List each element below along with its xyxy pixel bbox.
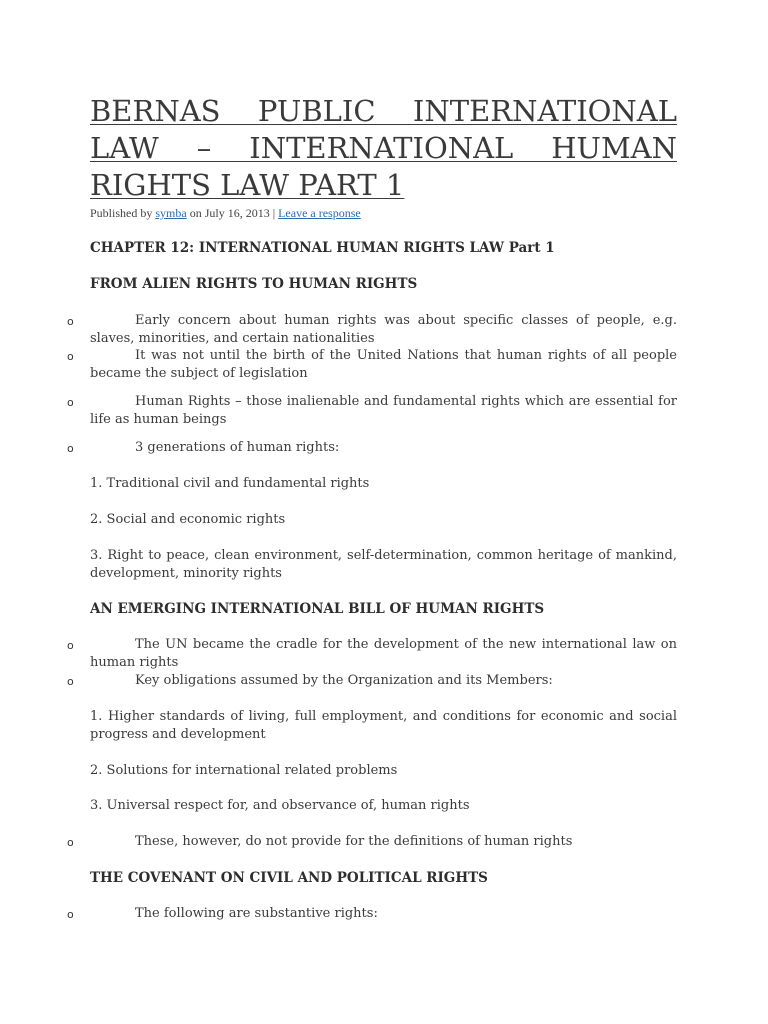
article-title[interactable]: BERNAS PUBLIC INTERNATIONAL LAW – INTERNATIONAL HUMAN RIGHTS LAW PART 1 bbox=[90, 94, 677, 202]
bullet-circle-icon: o bbox=[67, 396, 74, 409]
article-meta bbox=[90, 205, 361, 221]
bullet-circle-icon: o bbox=[67, 836, 74, 849]
bullet-circle-icon: o bbox=[67, 639, 74, 652]
bullet-circle-icon: o bbox=[67, 350, 74, 363]
bullet-text: The UN became the cradle for the development of the new international law on human rights bbox=[90, 637, 677, 670]
bullet-circle-icon: o bbox=[67, 675, 74, 688]
section-heading-covenant: THE COVENANT ON CIVIL AND POLITICAL RIGHTS bbox=[90, 870, 488, 886]
publish-date: on July 16, 2013 | bbox=[189, 206, 276, 220]
bullet-circle-icon: o bbox=[67, 442, 74, 455]
numbered-item: 3. Universal respect for, and observance of, human rights bbox=[90, 798, 470, 813]
bullet-circle-icon: o bbox=[67, 315, 74, 328]
author-link[interactable]: symba bbox=[155, 206, 187, 220]
bullet-text: 3 generations of human rights: bbox=[135, 440, 340, 455]
leave-response-link[interactable]: Leave a response bbox=[278, 206, 361, 220]
chapter-heading: CHAPTER 12: INTERNATIONAL HUMAN RIGHTS LAW Part 1 bbox=[90, 240, 555, 256]
section-heading-bill-of-rights: AN EMERGING INTERNATIONAL BILL OF HUMAN RIGHTS bbox=[90, 601, 545, 617]
bullet-text: These, however, do not provide for the definitions of human rights bbox=[135, 834, 573, 849]
published-by-label: Published by bbox=[90, 206, 153, 220]
numbered-item: 2. Solutions for international related problems bbox=[90, 763, 398, 778]
bullet-text: Early concern about human rights was about specific classes of people, e.g. slaves, minorities, and certain nationalities bbox=[90, 313, 677, 346]
section-heading-alien-rights: FROM ALIEN RIGHTS TO HUMAN RIGHTS bbox=[90, 276, 418, 292]
numbered-item: 1. Higher standards of living, full employment, and conditions for economic and social progress and development bbox=[90, 709, 677, 742]
numbered-item: 2. Social and economic rights bbox=[90, 512, 286, 527]
bullet-circle-icon: o bbox=[67, 908, 74, 921]
bullet-text: The following are substantive rights: bbox=[135, 906, 378, 921]
bullet-text: It was not until the birth of the United Nations that human rights of all people became the subject of legislation bbox=[90, 348, 677, 381]
bullet-text: Key obligations assumed by the Organization and its Members: bbox=[135, 673, 553, 688]
numbered-item: 3. Right to peace, clean environment, self-determination, common heritage of mankind, development, minority rights bbox=[90, 548, 677, 581]
bullet-text: Human Rights – those inalienable and fundamental rights which are essential for life as human beings bbox=[90, 394, 677, 427]
numbered-item: 1. Traditional civil and fundamental rights bbox=[90, 476, 370, 491]
